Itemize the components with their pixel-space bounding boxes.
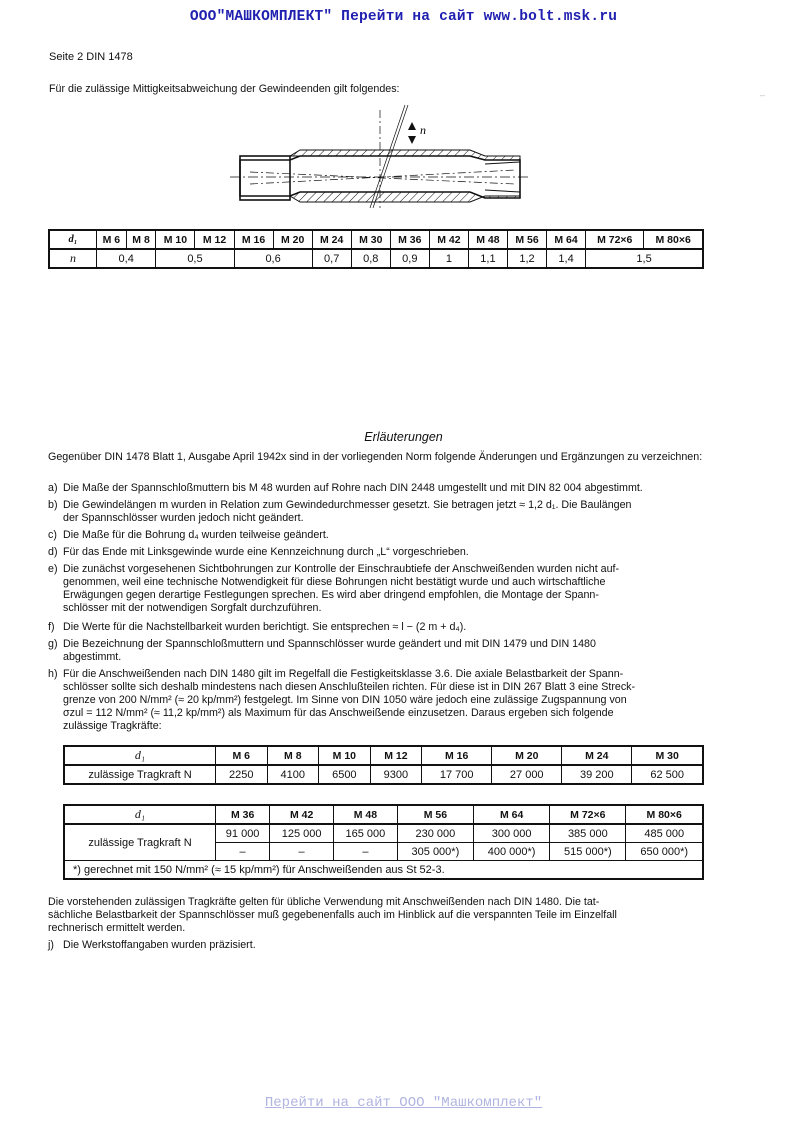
table-cell: 0,6 <box>234 249 312 268</box>
table-cell: 91 000 <box>216 824 270 843</box>
table-header-cell: M 30 <box>351 230 390 249</box>
list-item-line: Die Werkstoffangaben wurden präzisiert. <box>63 939 256 951</box>
table-cell: 385 000 <box>550 824 626 843</box>
list-item-line: Die Maße der Spannschloßmuttern bis M 48 wurden auf Rohre nach DIN 2448 umgestellt und mit DIN 82 004 abgestimmt. <box>63 482 643 494</box>
table-header-cell: M 6 <box>216 746 268 765</box>
table-cell: 62 500 <box>632 765 703 784</box>
closing-line: sächliche Belastbarkeit der Spannschlösser muß gegebenenfalls auch im Hinblick auf die verspannten Teile im Einzelfall <box>48 909 617 921</box>
table-header-cell: M 10 <box>156 230 195 249</box>
table-header-label: d₁ <box>49 230 97 249</box>
list-item-line: zulässige Tragkräfte: <box>63 720 162 732</box>
table-header-cell: M 16 <box>422 746 492 765</box>
table-cell: 0,7 <box>312 249 351 268</box>
table-row-label: n <box>49 249 97 268</box>
table-header-cell: M 80×6 <box>644 230 703 249</box>
table-header-cell: M 24 <box>562 746 632 765</box>
list-item-line: Erwägungen gegen derartige Festlegungen sprechen. Es wird aber dringend empfohlen, die Montage der Spann- <box>63 589 599 601</box>
drawing-label-n: n <box>420 123 426 137</box>
table-header-cell: M 72×6 <box>586 230 644 249</box>
list-item-line: Die zunächst vorgesehenen Sichtbohrungen zur Kontrolle der Einschraubtiefe der Anschweißenden wurden nicht auf- <box>63 563 620 575</box>
list-item-key: g) <box>48 638 58 650</box>
table-header-cell: M 12 <box>370 746 422 765</box>
table-cell: 400 000*) <box>474 843 550 861</box>
table-cell: – <box>216 843 270 861</box>
deviation-table <box>48 229 704 269</box>
table-cell: 1,2 <box>507 249 546 268</box>
closing-line: Die vorstehenden zulässigen Tragkräfte gelten für übliche Verwendung mit Anschweißenden nach DIN 1480. Die tat- <box>48 896 600 908</box>
intro-text: Für die zulässige Mittigkeitsabweichung der Gewindeenden gilt folgendes: <box>49 83 400 95</box>
list-item-key: f) <box>48 621 55 633</box>
table-header-cell: M 64 <box>474 805 550 824</box>
table-header-cell: M 48 <box>334 805 398 824</box>
table-cell: 305 000*) <box>397 843 473 861</box>
table-header-cell: M 8 <box>267 746 319 765</box>
table-cell: 165 000 <box>334 824 398 843</box>
list-item-line: Die Maße für die Bohrung d₄ wurden teilweise geändert. <box>63 529 329 541</box>
list-item-line: schlösser sollte sich deshalb mindestens nach diesen Anschlußteilen richten. Für diese ist in DIN 267 Blatt 3 eine Streck- <box>63 681 636 693</box>
table-cell: – <box>334 843 398 861</box>
table-cell: 1,5 <box>586 249 703 268</box>
footer-link[interactable]: Перейти на сайт ООО "Машкомплект" <box>264 1095 543 1111</box>
intro-paragraph: Gegenüber DIN 1478 Blatt 1, Ausgabe April 1942x sind in der vorliegenden Norm folgende Änderungen und Ergänzungen zu verzeichnen: <box>48 451 703 463</box>
table-header-cell: M 42 <box>270 805 334 824</box>
table-footnote: *) gerechnet mit 150 N/mm² (≈ 15 kp/mm²) für Anschweißenden aus St 52-3. <box>64 861 703 880</box>
load-table-1 <box>63 745 704 785</box>
table-header-cell: M 42 <box>429 230 468 249</box>
table-cell: 9300 <box>370 765 422 784</box>
list-item-line: Für das Ende mit Linksgewinde wurde eine Kennzeichnung durch „L“ vorgeschrieben. <box>63 546 469 558</box>
table-cell: 4100 <box>267 765 319 784</box>
table-header-cell: M 30 <box>632 746 703 765</box>
table-cell: 17 700 <box>422 765 492 784</box>
list-item-line: abgestimmt. <box>63 651 122 663</box>
load-table-2 <box>63 804 704 880</box>
table-header-cell: M 56 <box>397 805 473 824</box>
table-cell: 0,9 <box>390 249 429 268</box>
list-item-key: b) <box>48 499 58 511</box>
table-cell: 485 000 <box>626 824 703 843</box>
list-item-key: e) <box>48 563 58 575</box>
table-cell: 1 <box>429 249 468 268</box>
table-cell: 300 000 <box>474 824 550 843</box>
table-row-label: zulässige Tragkraft N <box>64 824 216 861</box>
table-cell: 0,8 <box>351 249 390 268</box>
turnbuckle-drawing <box>230 100 530 210</box>
table-cell: 0,5 <box>156 249 234 268</box>
table-header-cell: M 16 <box>234 230 273 249</box>
table-cell: 125 000 <box>270 824 334 843</box>
banner-link[interactable]: ООО"МАШКОМПЛЕКТ" Перейти на сайт www.bolt.msk.ru <box>189 9 618 25</box>
table-header-cell: M 56 <box>507 230 546 249</box>
table-header-label: d₁ <box>64 746 216 765</box>
table-header-cell: M 10 <box>319 746 371 765</box>
table-header-cell: M 64 <box>547 230 586 249</box>
table-cell: 230 000 <box>397 824 473 843</box>
list-item-line: genommen, weil eine technische Notwendigkeit für diese Bohrungen nicht bestätigt wurde und auch wirtschaftliche <box>63 576 606 588</box>
table-header-label: d₁ <box>64 805 216 824</box>
table-cell: 2250 <box>216 765 268 784</box>
list-item-line: der Spannschlösser wurden jedoch nicht geändert. <box>63 512 304 524</box>
list-item-key: h) <box>48 668 58 680</box>
table-row-label: zulässige Tragkraft N <box>64 765 216 784</box>
list-item <box>48 499 706 525</box>
page-header: Seite 2 DIN 1478 <box>49 51 133 63</box>
table-cell: 39 200 <box>562 765 632 784</box>
list-item-key: j) <box>48 939 54 951</box>
table-header-cell: M 8 <box>126 230 156 249</box>
table-cell: 515 000*) <box>550 843 626 861</box>
table-header-cell: M 80×6 <box>626 805 703 824</box>
list-item-key: c) <box>48 529 57 541</box>
table-cell: 27 000 <box>492 765 562 784</box>
list-item-line: σzul = 112 N/mm² (≈ 11,2 kp/mm²) als Maximum für das Anschweißende einzusetzen. Daraus ergeben sich folgende <box>63 707 614 719</box>
list-item-line: Für die Anschweißenden nach DIN 1480 gilt im Regelfall die Festigkeitsklasse 3.6. Die axiale Belastbarkeit der Spann- <box>63 668 624 680</box>
table-header-cell: M 20 <box>273 230 312 249</box>
table-header-cell: M 72×6 <box>550 805 626 824</box>
list-item <box>48 482 706 495</box>
list-item-key: a) <box>48 482 58 494</box>
table-header-cell: M 24 <box>312 230 351 249</box>
margin-mark: – <box>760 90 766 100</box>
table-cell: 0,4 <box>97 249 156 268</box>
list-item-line: schlösser mit der notwendigen Sorgfalt durchzuführen. <box>63 602 322 614</box>
list-item-line: Die Gewindelängen m wurden in Relation zum Gewindedurchmesser gesetzt. Sie betragen jetzt ≈ 1,2 d₁. Die Baulängen <box>63 499 632 511</box>
closing-line: rechnerisch ermittelt werden. <box>48 922 186 934</box>
list-item-line: Die Bezeichnung der Spannschloßmuttern und Spannschlösser wurde geändert und mit DIN 1479 und DIN 1480 <box>63 638 596 650</box>
section-title: Erläuterungen <box>364 430 443 444</box>
table-cell: 1,1 <box>468 249 507 268</box>
table-cell: 650 000*) <box>626 843 703 861</box>
table-header-cell: M 20 <box>492 746 562 765</box>
table-cell: 6500 <box>319 765 371 784</box>
table-cell: – <box>270 843 334 861</box>
table-header-cell: M 12 <box>195 230 234 249</box>
table-header-cell: M 6 <box>97 230 127 249</box>
list-item-line: grenze von 200 N/mm² (≈ 20 kp/mm²) festgelegt. Im Sinne von DIN 1050 wäre jedoch eine zulässige Zugspannung von <box>63 694 627 706</box>
table-cell: 1,4 <box>547 249 586 268</box>
list-item-key: d) <box>48 546 58 558</box>
table-header-cell: M 36 <box>216 805 270 824</box>
table-header-cell: M 36 <box>390 230 429 249</box>
closing-paragraph <box>48 896 706 935</box>
table-header-cell: M 48 <box>468 230 507 249</box>
list-item-line: Die Werte für die Nachstellbarkeit wurden berichtigt. Sie entsprechen ≈ l − (2 m + d₄). <box>63 621 467 633</box>
